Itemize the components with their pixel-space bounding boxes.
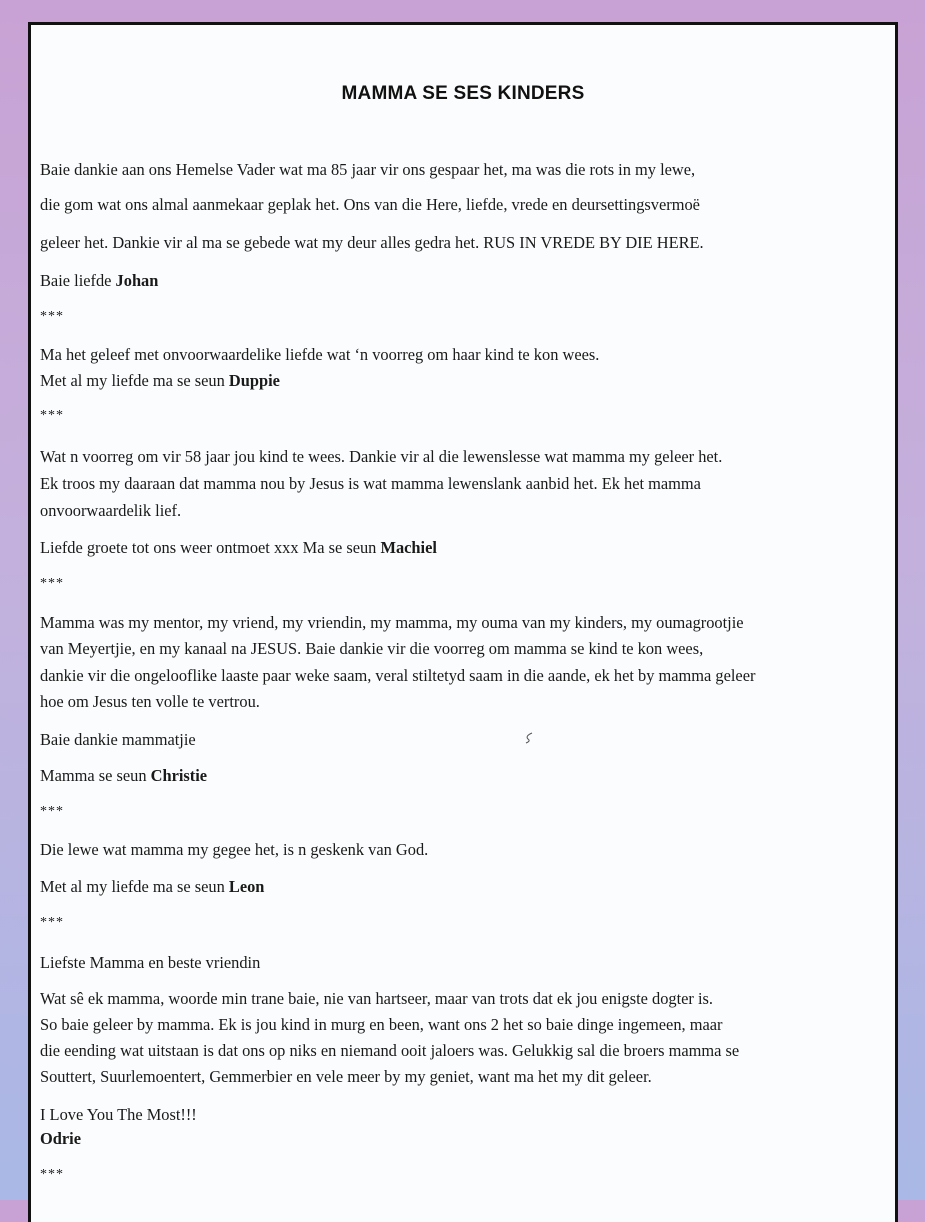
- tribute-page: [28, 22, 898, 1222]
- christie-line-5: Baie dankie mammatjie: [40, 730, 196, 749]
- odrie-line-5: Souttert, Suurlemoentert, Gemmerbier en vele meer by my geniet, want ma het my dit geleer.: [40, 1067, 652, 1086]
- johan-line-2: die gom wat ons almal aanmekaar geplak het. Ons van die Here, liefde, vrede en deursettingsvermoë: [40, 195, 700, 214]
- pen-mark: [523, 731, 535, 745]
- separator: ***: [40, 1167, 64, 1182]
- separator: ***: [40, 309, 64, 324]
- machiel-line-2: Ek troos my daaraan dat mamma nou by Jesus is wat mamma lewenslank aanbid het. Ek het mamma: [40, 474, 701, 493]
- odrie-line-4: die eending wat uitstaan is dat ons op niks en niemand ooit jaloers was. Gelukkig sal die broers mamma se: [40, 1041, 740, 1060]
- signature-name: Machiel: [380, 538, 437, 557]
- christie-line-3: dankie vir die ongelooflike laaste paar weke saam, veral stiltetyd saam in die aande, ek het by mamma geleer: [40, 666, 756, 685]
- signature-prefix: Baie liefde: [40, 271, 116, 290]
- odrie-line-2: Wat sê ek mamma, woorde min trane baie, nie van hartseer, maar van trots dat ek jou enigste dogter is.: [40, 989, 713, 1008]
- johan-line-3: geleer het. Dankie vir al ma se gebede wat my deur alles gedra het. RUS IN VREDE BY DIE HERE.: [40, 233, 704, 252]
- christie-line-2: van Meyertjie, en my kanaal na JESUS. Baie dankie vir die voorreg om mamma se kind te kon wees,: [40, 639, 704, 658]
- signature-name: Leon: [228, 877, 265, 896]
- signature-prefix: Mamma se seun: [40, 766, 151, 785]
- separator: ***: [40, 408, 64, 423]
- christie-signature: [40, 766, 889, 786]
- machiel-signature: [40, 538, 889, 558]
- separator: ***: [40, 915, 64, 930]
- odrie-line-6: I Love You The Most!!!: [40, 1105, 197, 1124]
- page-title: MAMMA SE SES KINDERS: [341, 83, 585, 104]
- duppie-line-1: Ma het geleef met onvoorwaardelike liefde wat ‘n voorreg om haar kind te kon wees.: [40, 345, 600, 364]
- signature-prefix: Met al my liefde ma se seun: [40, 371, 229, 390]
- christie-line-4: hoe om Jesus ten volle te vertrou.: [40, 692, 260, 711]
- signature-name: Duppie: [228, 371, 280, 390]
- signature-prefix: Liefde groete tot ons weer ontmoet xxx Ma se seun: [40, 538, 381, 557]
- odrie-line-3: So baie geleer by mamma. Ek is jou kind in murg en been, want ons 2 het so baie dinge ingemeen, maar: [40, 1015, 723, 1034]
- christie-line-1: Mamma was my mentor, my vriend, my vriendin, my mamma, my ouma van my kinders, my oumagrootjie: [40, 613, 744, 632]
- duppie-signature: [40, 371, 889, 391]
- separator: ***: [40, 576, 64, 591]
- signature-name: Odrie: [40, 1129, 81, 1148]
- signature-name: Johan: [115, 271, 159, 290]
- johan-line-1: Baie dankie aan ons Hemelse Vader wat ma 85 jaar vir ons gespaar het, ma was die rots in my lewe,: [40, 160, 696, 179]
- odrie-signature: [40, 1129, 889, 1149]
- machiel-line-3: onvoorwaardelik lief.: [40, 501, 182, 520]
- signature-name: Christie: [150, 766, 208, 785]
- leon-line-1: Die lewe wat mamma my gegee het, is n geskenk van God.: [40, 840, 429, 859]
- machiel-line-1: Wat n voorreg om vir 58 jaar jou kind te wees. Dankie vir al die lewenslesse wat mamma my geleer het.: [40, 447, 723, 466]
- leon-signature: [40, 877, 889, 897]
- johan-signature: [40, 271, 889, 291]
- signature-prefix: Met al my liefde ma se seun: [40, 877, 229, 896]
- separator: ***: [40, 804, 64, 819]
- odrie-line-1: Liefste Mamma en beste vriendin: [40, 953, 261, 972]
